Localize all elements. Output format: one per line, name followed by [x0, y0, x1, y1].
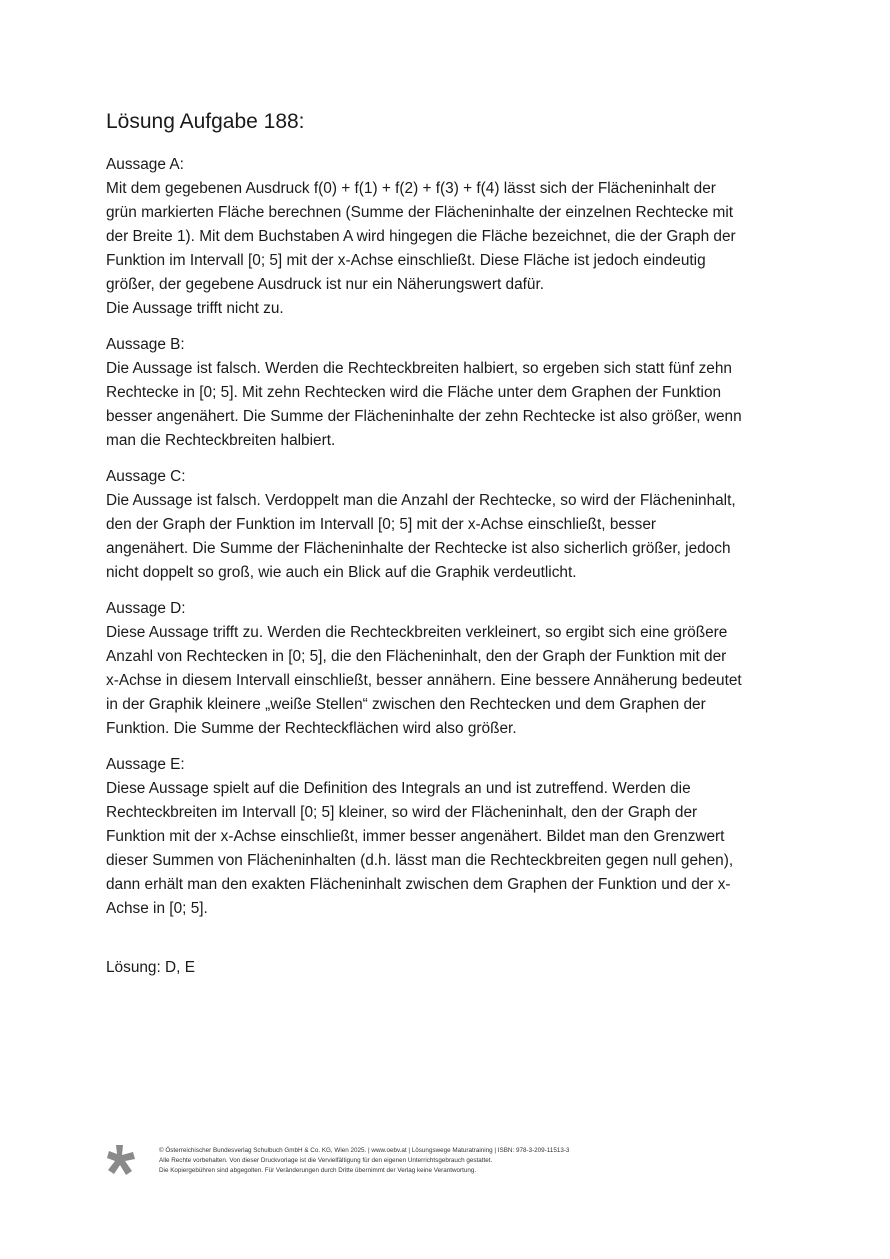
text-line: Die Aussage trifft nicht zu.: [106, 300, 284, 317]
footer-rights: Alle Rechte vorbehalten. Von dieser Druckvorlage ist die Vervielfältigung für den eigenen Unterrichtsgebrauch gestattet.: [159, 1157, 493, 1164]
text-line: in der Graphik kleinere „weiße Stellen“ zwischen den Rechtecken und dem Graphen der: [106, 696, 706, 713]
text-line: Die Aussage ist falsch. Werden die Rechteckbreiten halbiert, so ergeben sich statt fünf zehn: [106, 360, 732, 377]
text-line: x-Achse in diesem Intervall einschließt, besser annähern. Eine bessere Annäherung bedeutet: [106, 672, 742, 689]
text-line: Rechteckbreiten im Intervall [0; 5] kleiner, so wird der Flächeninhalt, den der Graph der: [106, 804, 698, 821]
section-aussage-d: [106, 597, 796, 741]
text-line: größer, der gegebene Ausdruck ist nur ein Näherungswert dafür.: [106, 276, 545, 293]
text-line: man die Rechteckbreiten halbiert.: [106, 432, 336, 449]
text-line: angenähert. Die Summe der Flächeninhalte der Rechtecke ist also sicherlich größer, jedoch: [106, 540, 731, 557]
section-heading: Aussage D:: [106, 600, 186, 617]
text-line: Funktion mit der x-Achse einschließt, immer besser angenähert. Bildet man den Grenzwert: [106, 828, 725, 845]
section-aussage-b: [106, 333, 796, 453]
text-line: Anzahl von Rechtecken in [0; 5], die den Flächeninhalt, den der Graph der Funktion mit der: [106, 648, 727, 665]
text-line: Mit dem gegebenen Ausdruck f(0) + f(1) + f(2) + f(3) + f(4) lässt sich der Flächeninhalt der: [106, 180, 716, 197]
document-body: [106, 108, 796, 933]
page-title: Lösung Aufgabe 188:: [106, 110, 305, 133]
text-line: dieser Summen von Flächeninhalten (d.h. lässt man die Rechteckbreiten gegen null gehen),: [106, 852, 734, 869]
text-line: grün markierten Fläche berechnen (Summe der Flächeninhalte der einzelnen Rechtecke mit: [106, 204, 734, 221]
footer: [106, 1144, 806, 1184]
footer-text: [159, 1146, 569, 1176]
section-heading: Aussage A:: [106, 156, 184, 173]
footer-copyright: © Österreichischer Bundesverlag Schulbuch GmbH & Co. KG, Wien 2025. | www.oebv.at | Lösungswege Maturatraining | ISBN: 978-3-209-11513-3: [159, 1147, 570, 1154]
text-line: Achse in [0; 5].: [106, 900, 208, 917]
text-line: Rechtecke in [0; 5]. Mit zehn Rechtecken wird die Fläche unter dem Graphen der Funktion: [106, 384, 722, 401]
text-line: der Breite 1). Mit dem Buchstaben A wird hingegen die Fläche bezeichnet, die der Graph der: [106, 228, 736, 245]
section-aussage-a: [106, 153, 796, 321]
section-heading: Aussage C:: [106, 468, 186, 485]
section-aussage-c: [106, 465, 796, 585]
text-line: Funktion. Die Summe der Rechteckflächen wird also größer.: [106, 720, 517, 737]
text-line: nicht doppelt so groß, wie auch ein Blick auf die Graphik verdeutlicht.: [106, 564, 577, 581]
text-line: Die Aussage ist falsch. Verdoppelt man die Anzahl der Rechtecke, so wird der Flächeninhalt,: [106, 492, 736, 509]
text-line: dann erhält man den exakten Flächeninhalt zwischen dem Graphen der Funktion und der x-: [106, 876, 731, 893]
text-line: Diese Aussage spielt auf die Definition des Integrals an und ist zutreffend. Werden die: [106, 780, 691, 797]
solution-text: Lösung: D, E: [106, 959, 195, 976]
oebv-logo-icon: [106, 1144, 136, 1176]
text-line: den der Graph der Funktion im Intervall [0; 5] mit der x-Achse einschließt, besser: [106, 516, 657, 533]
section-heading: Aussage E:: [106, 756, 185, 773]
section-aussage-e: [106, 753, 796, 921]
text-line: Funktion im Intervall [0; 5] mit der x-Achse einschließt. Diese Fläche ist jedoch eindeutig: [106, 252, 706, 269]
text-line: Diese Aussage trifft zu. Werden die Rechteckbreiten verkleinert, so ergibt sich eine größere: [106, 624, 728, 641]
section-heading: Aussage B:: [106, 336, 185, 353]
footer-disclaimer: Die Kopiergebühren sind abgegolten. Für Veränderungen durch Dritte übernimmt der Verlag keine Verantwortung.: [159, 1167, 477, 1174]
text-line: besser angenähert. Die Summe der Flächeninhalte der zehn Rechtecke ist also größer, wenn: [106, 408, 742, 425]
